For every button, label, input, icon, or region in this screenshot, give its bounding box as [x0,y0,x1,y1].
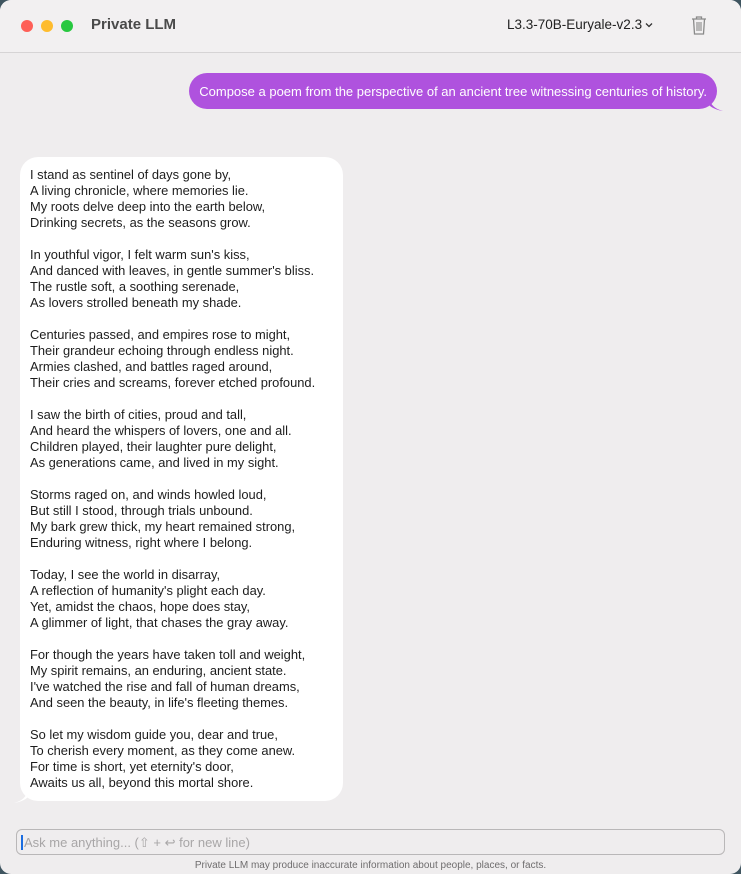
zoom-window-button[interactable] [61,20,73,32]
assistant-message-bubble [20,157,343,801]
model-selector[interactable] [507,17,653,32]
poem-stanza [30,567,333,631]
poem-line: My bark grew thick, my heart remained strong, [30,519,296,534]
bubble-tail-icon [709,99,723,111]
poem-line: But still I stood, through trials unbound. [30,503,253,518]
poem-line: Storms raged on, and winds howled loud, [30,487,267,502]
app-title: Private LLM [91,16,177,33]
poem-stanza [30,407,333,471]
poem-line: My spirit remains, an enduring, ancient state. [30,663,287,678]
poem-stanza [30,327,333,391]
poem-stanza [30,247,333,311]
poem-line: The rustle soft, a soothing serenade, [30,279,240,294]
poem-line: As lovers strolled beneath my shade. [30,295,242,310]
poem-line: Their cries and screams, forever etched profound. [30,375,316,390]
assistant-message-text [30,167,333,791]
poem-line: Drinking secrets, as the seasons grow. [30,215,251,230]
poem-line: Yet, amidst the chaos, hope does stay, [30,599,250,614]
poem-line: Children played, their laughter pure delight, [30,439,277,454]
poem-line: Their grandeur echoing through endless night. [30,343,294,358]
user-message-text: Compose a poem from the perspective of an ancient tree witnessing centuries of history. [199,83,707,99]
model-selector-label: L3.3-70B-Euryale-v2.3 [507,17,643,32]
title-bar [0,0,741,53]
poem-line: A glimmer of light, that chases the gray away. [30,615,289,630]
poem-line: In youthful vigor, I felt warm sun's kiss, [30,247,250,262]
poem-line: To cherish every moment, as they come anew. [30,743,296,758]
poem-line: For though the years have taken toll and weight, [30,647,306,662]
poem-line: As generations came, and lived in my sight. [30,455,279,470]
chevron-down-icon [645,20,653,30]
poem-line: Armies clashed, and battles raged around, [30,359,273,374]
poem-line: Awaits us all, beyond this mortal shore. [30,775,254,790]
poem-stanza [30,727,333,791]
poem-line: For time is short, yet eternity's door, [30,759,234,774]
poem-line: I've watched the rise and fall of human dreams, [30,679,300,694]
bubble-tail-icon [14,791,28,803]
disclaimer-text: Private LLM may produce inaccurate information about people, places, or facts. [194,860,547,871]
poem-stanza [30,167,333,231]
close-window-button[interactable] [21,20,33,32]
poem-line: Centuries passed, and empires rose to might, [30,327,291,342]
poem-line: A living chronicle, where memories lie. [30,183,249,198]
user-message-bubble [189,73,717,109]
poem-stanza [30,487,333,551]
poem-stanza [30,647,333,711]
poem-line: And heard the whispers of lovers, one and all. [30,423,292,438]
poem-line: Today, I see the world in disarray, [30,567,221,582]
poem-line: And seen the beauty, in life's fleeting themes. [30,695,289,710]
message-input[interactable] [24,835,704,850]
poem-line: A reflection of humanity's plight each day. [30,583,266,598]
text-caret [21,835,23,850]
poem-line: So let my wisdom guide you, dear and true, [30,727,278,742]
poem-line: My roots delve deep into the earth below, [30,199,266,214]
trash-icon[interactable] [689,14,709,36]
poem-line: Enduring witness, right where I belong. [30,535,253,550]
message-input-field[interactable] [16,829,725,855]
minimize-window-button[interactable] [41,20,53,32]
poem-line: And danced with leaves, in gentle summer's bliss. [30,263,315,278]
poem-line: I stand as sentinel of days gone by, [30,167,232,182]
poem-line: I saw the birth of cities, proud and tall, [30,407,247,422]
